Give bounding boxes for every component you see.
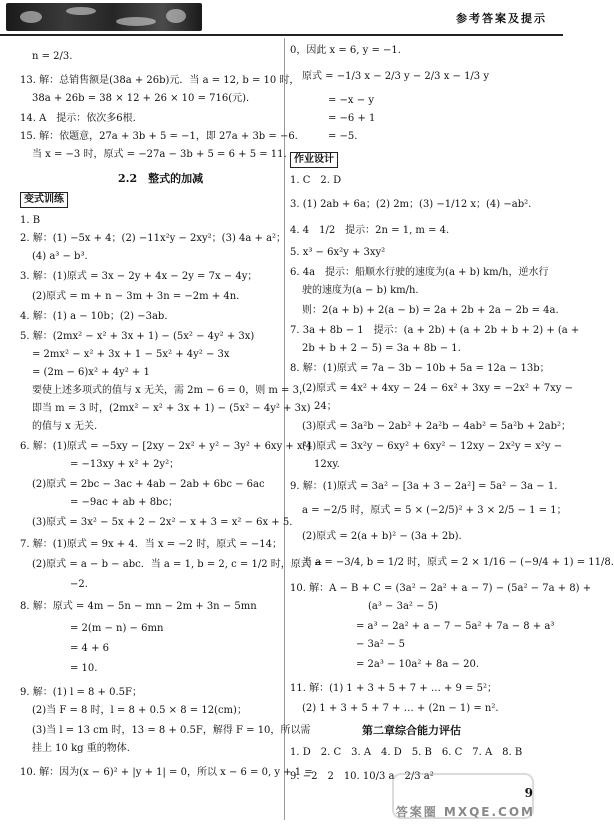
left-line-32: 9. 解：(1) l = 8 + 0.5F；	[20, 687, 142, 698]
right-line-17: 24；	[314, 401, 337, 412]
right-line-4: = −5.	[328, 131, 358, 142]
right-line-16: (2)原式 = 4x² + 4xy − 24 − 6x² + 3xy = −2x² + 7xy −	[302, 383, 573, 394]
left-line-7: 变式训练	[20, 192, 68, 208]
left-line-23: = −9ac + ab + 8bc；	[70, 497, 179, 508]
left-line-3: 14. A 提示：依次多6根．	[20, 113, 143, 124]
right-line-8: 4. 4 1/2 提示：2n = 1, m = 4.	[290, 225, 450, 236]
right-line-25: 10. 解：A − B + C = (3a² − 2a² + a − 7) − (5a² − 7a + 8) +	[290, 583, 592, 594]
left-line-2: 38a + 26b = 38 × 12 + 26 × 10 = 716(元)．	[32, 93, 257, 104]
left-line-29: = 2(m − n) − 6mn	[70, 623, 164, 634]
right-line-12: 则：2(a + b) + 2(a − b) = 2a + 2b + 2a − 2b = 4a.	[302, 305, 559, 316]
left-line-31: = 10.	[70, 663, 98, 674]
left-line-21: = −13xy + x² + 2y²；	[70, 459, 180, 470]
left-line-18: 即当 m = 3 时，(2mx² − x² + 3x + 1) − (5x² − 4y² + 3x)	[32, 403, 311, 414]
right-line-18: (3)原式 = 3a²b − 2ab² + 2a²b − 4ab² = 5a²b + 2ab²；	[302, 421, 571, 432]
header-title: 参考答案及提示	[456, 12, 547, 25]
left-line-22: (2)原式 = 2bc − 3ac + 4ab − 2ab + 6bc − 6ac	[32, 479, 265, 490]
right-line-26: (a³ − 3a² − 5)	[368, 601, 438, 612]
page-number: 9	[524, 786, 533, 800]
right-line-32: 第二章综合能力评估	[362, 724, 461, 737]
header-banner-image	[6, 3, 202, 31]
left-line-13: 4. 解：(1) a − 10b；(2) −3ab.	[20, 311, 168, 322]
left-line-34: (3)当 l = 13 cm 时，13 = 8 + 0.5F，解得 F = 10，所以需	[32, 725, 311, 736]
right-line-7: 3. (1) 2ab + 6a；(2) 2m；(3) −1/12 x；(4) −ab².	[290, 199, 532, 210]
left-line-17: 要使上述多项式的值与 x 无关，需 2m − 6 = 0，则 m = 3，	[32, 385, 309, 396]
left-line-0: n = 2/3.	[32, 51, 73, 62]
left-line-28: 8. 解：原式 = 4m − 5n − mn − 2m + 3n − 5mn	[20, 601, 257, 612]
right-line-3: = −6 + 1	[328, 113, 376, 124]
right-line-9: 5. x³ − 6x²y + 3xy²	[290, 247, 386, 258]
right-line-23: (2)原式 = 2(a + b)² − (3a + 2b).	[302, 531, 462, 542]
left-line-11: 3. 解：(1)原式 = 3x − 2y + 4x − 2y = 7x − 4y；	[20, 271, 258, 282]
right-line-10: 6. 4a 提示：船顺水行驶的速度为(a + b) km/h，逆水行	[290, 267, 549, 278]
left-line-20: 6. 解：(1)原式 = −5xy − [2xy − 2x² + y² − 3y² + 6xy + x²]	[20, 441, 311, 452]
left-line-36: 10. 解：因为(x − 6)² + |y + 1| = 0，所以 x − 6 = 0, y + 1 =	[20, 767, 313, 778]
left-line-5: 当 x = −3 时，原式 = −27a − 3b + 5 = 6 + 5 = 11.	[32, 149, 287, 160]
right-line-11: 驶的速度为(a − b) km/h.	[302, 285, 419, 296]
right-line-21: 9. 解：(1)原式 = 3a² − [3a + 3 − 2a²] = 5a² − 3a − 1.	[290, 481, 558, 492]
left-line-14: 5. 解：(2mx² − x² + 3x + 1) − (5x² − 4y² + 3x)	[20, 331, 255, 342]
right-line-20: 12xy.	[314, 459, 340, 470]
left-line-6: 2.2 整式的加减	[118, 172, 204, 185]
right-line-29: = 2a³ − 10a² + 8a − 20.	[356, 659, 480, 670]
right-line-15: 8. 解：(1)原式 = 7a − 3b − 10b + 5a = 12a − 13b；	[290, 363, 550, 374]
right-line-22: a = −2/5 时，原式 = 5 × (−2/5)² + 3 × 2/5 − 1 = 1；	[302, 505, 567, 516]
left-line-9: 2. 解：(1) −5x + 4；(2) −11x²y − 2xy²；(3) 4a + a²；	[20, 233, 287, 244]
right-line-0: 0，因此 x = 6, y = −1.	[290, 45, 401, 56]
left-line-26: (2)原式 = a − b − abc．当 a = 1, b = 2, c = 1/2 时，原式 =	[32, 559, 323, 570]
left-line-30: = 4 + 6	[70, 643, 110, 654]
left-line-10: (4) a³ − b³.	[32, 251, 88, 262]
page-header	[0, 0, 563, 36]
left-line-12: (2)原式 = m + n − 3m + 3n = −2m + 4n.	[32, 291, 240, 302]
left-line-15: = 2mx² − x² + 3x + 1 − 5x² + 4y² − 3x	[32, 349, 230, 360]
right-line-24: 当 a = −3/4, b = 1/2 时，原式 = 2 × 1/16 − (−9/4 + 1) = 11/8.	[302, 557, 614, 568]
right-line-19: (4)原式 = 3x²y − 6xy² + 6xy² − 12xy − 2x²y = x²y −	[302, 441, 563, 452]
left-line-8: 1. B	[20, 215, 41, 226]
left-line-25: 7. 解：(1)原式 = 9x + 4．当 x = −2 时，原式 = −14；	[20, 539, 283, 550]
right-line-30: 11. 解：(1) 1 + 3 + 5 + 7 + … + 9 = 5²；	[290, 683, 498, 694]
left-line-35: 挂上 10 kg 重的物体.	[32, 743, 130, 754]
right-line-33: 1. D 2. C 3. A 4. D 5. B 6. C 7. A 8. B	[290, 747, 523, 758]
right-line-31: (2) 1 + 3 + 5 + 7 + … + (2n − 1) = n².	[302, 703, 499, 714]
left-line-24: (3)原式 = 3x² − 5x + 2 − 2x² − x + 3 = x² − 6x + 5.	[32, 517, 293, 528]
left-line-16: = (2m − 6)x² + 4y² + 1	[32, 367, 150, 378]
left-line-19: 的值与 x 无关.	[32, 421, 98, 432]
right-line-2: = −x − y	[328, 95, 374, 106]
right-line-5: 作业设计	[290, 152, 338, 168]
left-line-33: (2)当 F = 8 时，l = 8 + 0.5 × 8 = 12(cm)；	[32, 705, 247, 716]
left-line-4: 15. 解：依题意，27a + 3b + 5 = −1，即 27a + 3b = −6.	[20, 131, 298, 142]
watermark-text: 答案圈 MXQE.COM	[395, 805, 535, 819]
left-line-27: −2.	[70, 579, 88, 590]
left-line-1: 13. 解：总销售额是(38a + 26b)元．当 a = 12, b = 10 时，	[20, 75, 300, 86]
right-line-27: = a³ − 2a² + a − 7 − 5a² + 7a − 8 + a³	[356, 621, 555, 632]
right-line-14: 2b + b + 2 − 5) = 3a + 8b − 1.	[302, 343, 461, 354]
right-line-6: 1. C 2. D	[290, 175, 342, 186]
right-line-1: 原式 = −1/3 x − 2/3 y − 2/3 x − 1/3 y	[302, 71, 489, 82]
right-line-28: − 3a² − 5	[356, 639, 405, 650]
right-line-13: 7. 3a + 8b − 1 提示：(a + 2b) + (a + 2b + b + 2) + (a +	[290, 325, 580, 336]
right-line-34: 9. −2 2 10. 10/3 a 2/3 a²	[290, 771, 434, 782]
